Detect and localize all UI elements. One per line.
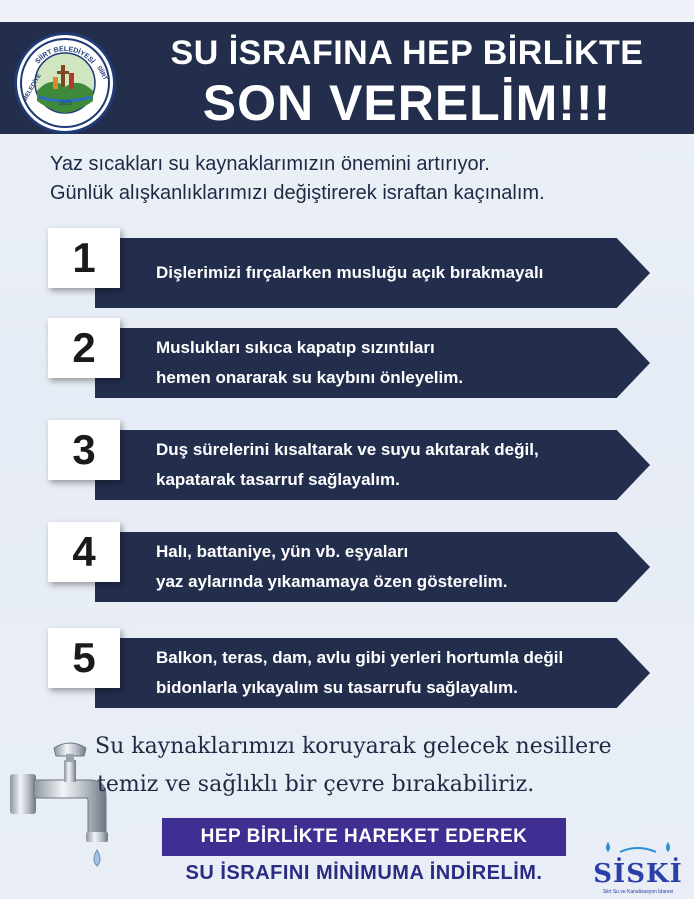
step-text-line-2: hemen onararak su kaybını önleyelim. xyxy=(156,368,464,387)
step-4 xyxy=(0,522,694,602)
step-text xyxy=(156,238,626,308)
siski-subtitle: Siirt Su ve Kanalizasyon İdaresi xyxy=(602,889,674,895)
cta-banner: HEP BİRLİKTE HAREKET EDEREK xyxy=(162,818,566,856)
step-text-line-1: Dişlerimizi fırçalarken musluğu açık bırakmayalı xyxy=(156,263,544,282)
step-3 xyxy=(0,420,694,500)
step-text-line-1: Duş sürelerini kısaltarak ve suyu akıtarak değil, xyxy=(156,440,539,459)
step-5 xyxy=(0,628,694,708)
step-1 xyxy=(0,228,694,308)
step-text-line-2: yaz aylarında yıkamamaya özen gösterelim. xyxy=(156,572,508,591)
step-text xyxy=(156,328,626,398)
title-line-1: SU İSRAFINA HEP BİRLİKTE xyxy=(170,34,644,72)
step-number: 2 xyxy=(48,318,120,378)
step-number: 4 xyxy=(48,522,120,582)
logo-left-text: BELEDİYE xyxy=(22,73,43,102)
intro-text xyxy=(50,150,670,208)
step-text xyxy=(156,638,626,708)
closing-line-2: temiz ve sağlıklı bir çevre bırakabiliriz. xyxy=(97,772,535,797)
closing-line-1: Su kaynaklarımızı koruyarak gelecek nesillere xyxy=(95,734,612,759)
step-text xyxy=(156,430,626,500)
logo-top-text: SİİRT BELEDİYESİ xyxy=(34,45,96,66)
step-text xyxy=(156,532,626,602)
closing-text xyxy=(95,728,685,804)
step-text-line-1: Muslukları sıkıca kapatıp sızıntıları xyxy=(156,338,435,357)
step-2 xyxy=(0,318,694,398)
step-number: 3 xyxy=(48,420,120,480)
intro-line-1: Yaz sıcakları su kaynaklarımızın önemini artırıyor. xyxy=(50,153,490,175)
municipality-logo xyxy=(14,32,116,134)
siski-logo xyxy=(588,840,688,895)
intro-line-2: Günlük alışkanlıklarımızı değiştirerek israftan kaçınalım. xyxy=(50,182,545,204)
water-drops-icon xyxy=(588,840,688,854)
step-text-line-1: Balkon, teras, dam, avlu gibi yerleri hortumla değil xyxy=(156,648,564,667)
step-text-line-1: Halı, battaniye, yün vb. eşyaları xyxy=(156,542,409,561)
svg-text:SİİRT BELEDİYESİ xyxy=(34,46,96,65)
title-line-2: SON VERELİM!!! xyxy=(202,75,612,131)
logo-year: 1925 xyxy=(58,101,72,107)
logo-ring-text xyxy=(17,35,113,131)
step-number: 1 xyxy=(48,228,120,288)
step-text-line-2: kapatarak tasarruf sağlayalım. xyxy=(156,470,400,489)
cta-subline: SU İSRAFINI MİNİMUMA İNDİRELİM. xyxy=(185,862,543,884)
step-number: 5 xyxy=(48,628,120,688)
step-text-line-2: bidonlarla yıkayalım su tasarrufu sağlayalım. xyxy=(156,678,518,697)
siski-name: SİSKİ xyxy=(593,859,683,889)
logo-right-text: SİİRT xyxy=(95,65,108,82)
